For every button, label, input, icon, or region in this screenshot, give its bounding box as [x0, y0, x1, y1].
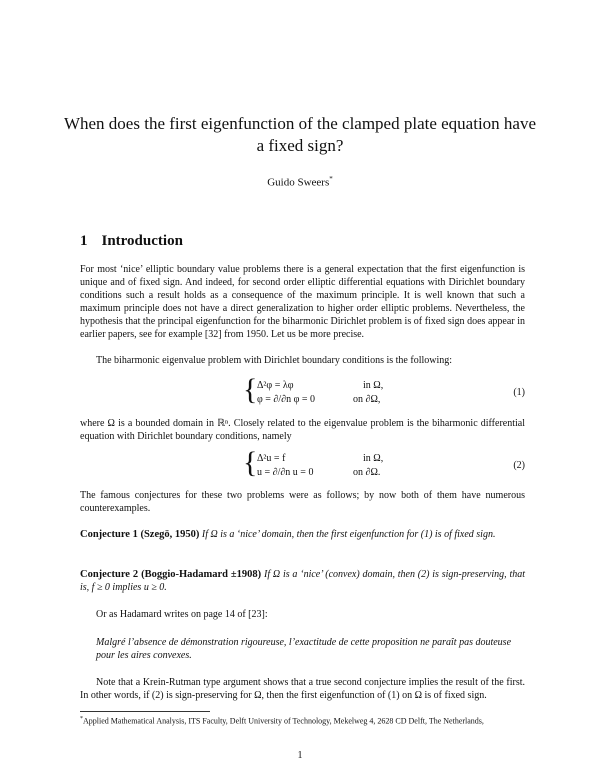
conjecture-2-text: If Ω is a ‘nice’ (convex) domain, then (2) is sign-preserving, that is, f ≥ 0 implies u ≥ 0.: [80, 569, 526, 593]
equation-1-number: (1): [513, 387, 525, 398]
paragraph-4: The famous conjectures for these two problems were as follows; by now both of them have numerous counterexamples.: [80, 490, 525, 514]
conjecture-1-label: Conjecture 1 (Szegö, 1950): [80, 529, 200, 540]
conjecture-2: [80, 568, 525, 594]
conjecture-1: [80, 528, 525, 541]
author-line: [0, 175, 600, 189]
section-heading: [80, 233, 183, 250]
paragraph-6: Note that a Krein-Rutman type argument shows that a true second conjecture implies the result of the first. In other words, if (2) is sign-preserving for Ω, then the first eigenfunction of (1) on Ω is of fixed sign.: [80, 677, 525, 701]
equation-1: [80, 373, 525, 408]
paragraph-2: The biharmonic eigenvalue problem with Dirichlet boundary conditions is the following:: [96, 355, 453, 366]
equation-2-condition-2: on ∂Ω.: [353, 467, 381, 478]
footnote-rule: [80, 711, 210, 712]
section-number: 1: [80, 233, 88, 249]
paragraph-5: Or as Hadamard writes on page 14 of [23]:: [96, 609, 268, 620]
footnote: [80, 714, 525, 727]
equation-1-condition-2: on ∂Ω,: [353, 394, 381, 405]
paragraph-3: where Ω is a bounded domain in ℝⁿ. Closely related to the eigenvalue problem is the biharmonic differential equation with Dirichlet boundary conditions, namely: [80, 418, 525, 442]
conjecture-2-label: Conjecture 2 (Boggio-Hadamard ±1908): [80, 569, 262, 580]
equation-1-line-1: Δ²φ = λφ: [257, 380, 294, 391]
equation-2: [80, 446, 525, 481]
conjecture-1-text: If Ω is a ‘nice’ domain, then the first eigenfunction for (1) is of fixed sign.: [201, 529, 496, 540]
equation-1-line-2: φ = ∂/∂n φ = 0: [257, 394, 315, 405]
equation-2-number: (2): [513, 460, 525, 471]
equation-1-condition-1: in Ω,: [363, 380, 384, 391]
hadamard-quote: Malgré l’absence de démonstration rigoureuse, l’exactitude de cette proposition ne paraît pas douteuse pour les aires convexes.: [96, 637, 512, 661]
equation-2-line-2: u = ∂/∂n u = 0: [257, 467, 314, 478]
author-name: Guido Sweers: [267, 176, 330, 189]
equation-2-condition-1: in Ω,: [363, 453, 384, 464]
author-footnote-mark: *: [329, 175, 333, 183]
equation-brace: {: [243, 373, 258, 406]
equation-brace: {: [243, 446, 258, 479]
footnote-mark: *: [80, 716, 83, 722]
paragraph-1: For most ‘nice’ elliptic boundary value problems there is a general expectation that the first eigenfunction is unique and of fixed sign. And indeed, for second order elliptic differential equations with Dirichlet boundary conditions such a result holds as a consequence of the maximum principle. It is well known that such a maximum principle does not have a direct generalization to higher order elliptic problems. Nevertheless, the hypothesis that the principal eigenfunction for the biharmonic Dirichlet problem is of fixed sign does appear in earlier papers, see for example [32] from 1950. Let us be more precise.: [80, 264, 525, 340]
section-title: Introduction: [101, 233, 183, 249]
paper-title: When does the first eigenfunction of the clamped plate equation have a fixed sign?: [63, 114, 537, 155]
equation-2-line-1: Δ²u = f: [257, 453, 286, 464]
footnote-text: Applied Mathematical Analysis, ITS Faculty, Delft University of Technology, Mekelweg 4, 2628 CD Delft, The Netherlands,: [83, 716, 484, 726]
page-number: 1: [297, 750, 303, 761]
